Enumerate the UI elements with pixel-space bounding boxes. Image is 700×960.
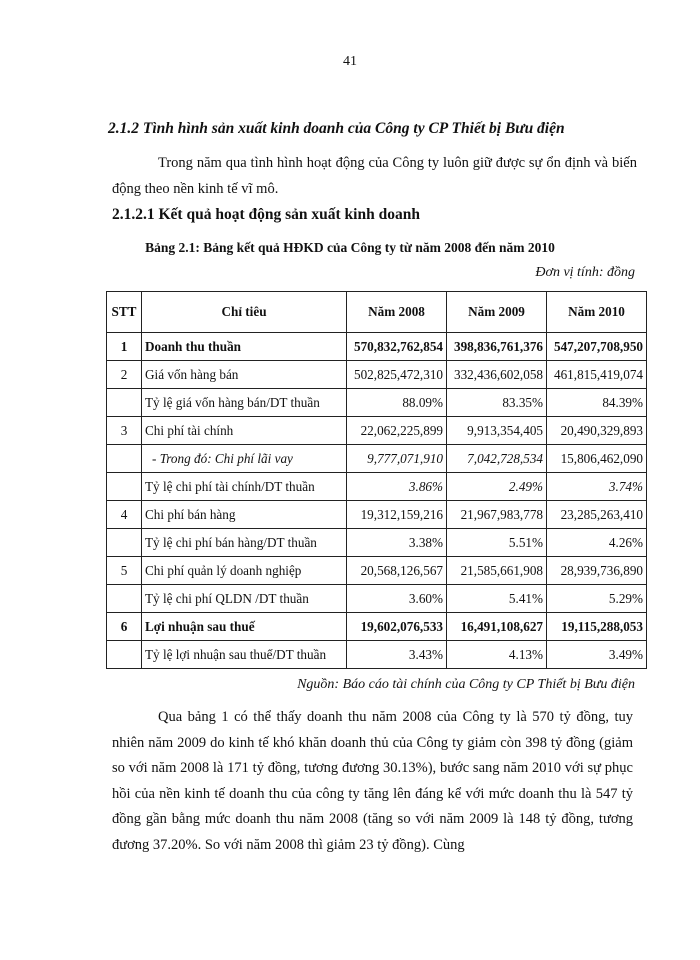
- cell-stt: 1: [107, 333, 142, 361]
- cell-2010: 5.29%: [547, 585, 647, 613]
- table-caption: Bảng 2.1: Bảng kết quả HĐKD của Công ty từ năm 2008 đến năm 2010: [145, 240, 555, 255]
- table-row: [107, 585, 647, 613]
- cell-indicator: Giá vốn hàng bán: [142, 361, 347, 389]
- cell-stt: 3: [107, 417, 142, 445]
- cell-stt: [107, 445, 142, 473]
- cell-stt: 6: [107, 613, 142, 641]
- cell-2008: 3.60%: [347, 585, 447, 613]
- cell-2009: 21,585,661,908: [447, 557, 547, 585]
- cell-stt: [107, 389, 142, 417]
- cell-indicator: Tỷ lệ chi phí QLDN /DT thuần: [142, 585, 347, 613]
- cell-2009: 4.13%: [447, 641, 547, 669]
- cell-2009: 398,836,761,376: [447, 333, 547, 361]
- cell-2009: 5.41%: [447, 585, 547, 613]
- cell-2008: 3.86%: [347, 473, 447, 501]
- cell-2010: 84.39%: [547, 389, 647, 417]
- cell-stt: 5: [107, 557, 142, 585]
- cell-indicator: Tỷ lệ chi phí tài chính/DT thuần: [142, 473, 347, 501]
- cell-2008: 3.38%: [347, 529, 447, 557]
- source-note: Nguồn: Báo cáo tài chính của Công ty CP Thiết bị Bưu điện: [297, 677, 635, 692]
- header-stt: STT: [107, 292, 142, 333]
- cell-2009: 16,491,108,627: [447, 613, 547, 641]
- cell-stt: [107, 585, 142, 613]
- cell-2010: 28,939,736,890: [547, 557, 647, 585]
- table-row: [107, 333, 647, 361]
- cell-2008: 19,602,076,533: [347, 613, 447, 641]
- body-paragraph-block: [112, 705, 633, 859]
- cell-2010: 23,285,263,410: [547, 501, 647, 529]
- cell-stt: [107, 641, 142, 669]
- cell-2010: 547,207,708,950: [547, 333, 647, 361]
- cell-2009: 5.51%: [447, 529, 547, 557]
- cell-2009: 9,913,354,405: [447, 417, 547, 445]
- cell-2009: 83.35%: [447, 389, 547, 417]
- table-row: [107, 445, 647, 473]
- table-row: [107, 361, 647, 389]
- cell-2008: 3.43%: [347, 641, 447, 669]
- cell-2010: 15,806,462,090: [547, 445, 647, 473]
- business-results-table: [106, 291, 647, 669]
- header-year-2009: Năm 2009: [447, 292, 547, 333]
- cell-2010: 3.74%: [547, 473, 647, 501]
- header-year-2008: Năm 2008: [347, 292, 447, 333]
- header-year-2010: Năm 2010: [547, 292, 647, 333]
- cell-indicator: Lợi nhuận sau thuế: [142, 613, 347, 641]
- cell-indicator: Chi phí bán hàng: [142, 501, 347, 529]
- cell-2010: 461,815,419,074: [547, 361, 647, 389]
- subsection-heading: 2.1.2.1 Kết quả hoạt động sản xuất kinh doanh: [112, 206, 420, 223]
- cell-stt: 2: [107, 361, 142, 389]
- cell-indicator: Tỷ lệ chi phí bán hàng/DT thuần: [142, 529, 347, 557]
- cell-indicator: - Trong đó: Chi phí lãi vay: [142, 445, 347, 473]
- cell-2010: 4.26%: [547, 529, 647, 557]
- cell-stt: [107, 473, 142, 501]
- table-row: [107, 613, 647, 641]
- table-row: [107, 389, 647, 417]
- cell-indicator: Chi phí tài chính: [142, 417, 347, 445]
- cell-2009: 21,967,983,778: [447, 501, 547, 529]
- intro-paragraph-block: [112, 150, 637, 202]
- cell-indicator: Doanh thu thuần: [142, 333, 347, 361]
- cell-2008: 19,312,159,216: [347, 501, 447, 529]
- table-row: [107, 529, 647, 557]
- cell-2008: 570,832,762,854: [347, 333, 447, 361]
- cell-stt: 4: [107, 501, 142, 529]
- cell-2008: 20,568,126,567: [347, 557, 447, 585]
- cell-indicator: Tỷ lệ lợi nhuận sau thuế/DT thuần: [142, 641, 347, 669]
- table-row: [107, 417, 647, 445]
- table-row: [107, 641, 647, 669]
- cell-2009: 7,042,728,534: [447, 445, 547, 473]
- cell-indicator: Tỷ lệ giá vốn hàng bán/DT thuần: [142, 389, 347, 417]
- cell-2009: 332,436,602,058: [447, 361, 547, 389]
- cell-2008: 22,062,225,899: [347, 417, 447, 445]
- cell-2008: 88.09%: [347, 389, 447, 417]
- cell-2010: 20,490,329,893: [547, 417, 647, 445]
- page-number: 41: [343, 54, 357, 69]
- cell-2010: 19,115,288,053: [547, 613, 647, 641]
- cell-indicator: Chi phí quản lý doanh nghiệp: [142, 557, 347, 585]
- cell-2009: 2.49%: [447, 473, 547, 501]
- body-paragraph: Qua bảng 1 có thể thấy doanh thu năm 2008 của Công ty là 570 tỷ đồng, tuy nhiên năm 2009 do kinh tế khó khăn doanh thủ của Công ty giảm còn 398 tỷ đồng (giảm so với năm 2008 là 171 tỷ đồng, tương đương 30.13%), bước sang năm 2010 với sự phục hồi của nền kinh tế doanh thu của công ty tăng lên đáng kể với mức doanh thu là 547 tỷ đồng gần bằng mức doanh thu năm 2008 (tăng so với năm 2009 là 148 tỷ đồng, tương đương 37.20%. So với năm 2008 thì giảm 23 tỷ đồng). Cùng: [112, 709, 633, 853]
- intro-paragraph: Trong năm qua tình hình hoạt động của Công ty luôn giữ được sự ổn định và biến động theo nền kinh tế vĩ mô.: [112, 155, 637, 197]
- cell-2008: 9,777,071,910: [347, 445, 447, 473]
- table-header-row: [107, 292, 647, 333]
- cell-stt: [107, 529, 142, 557]
- table-row: [107, 501, 647, 529]
- section-heading: 2.1.2 Tình hình sản xuất kinh doanh của Công ty CP Thiết bị Bưu điện: [108, 120, 565, 137]
- table-row: [107, 557, 647, 585]
- header-indicator: Chỉ tiêu: [142, 292, 347, 333]
- unit-note: Đơn vị tính: đồng: [535, 265, 635, 280]
- cell-2010: 3.49%: [547, 641, 647, 669]
- table-row: [107, 473, 647, 501]
- cell-2008: 502,825,472,310: [347, 361, 447, 389]
